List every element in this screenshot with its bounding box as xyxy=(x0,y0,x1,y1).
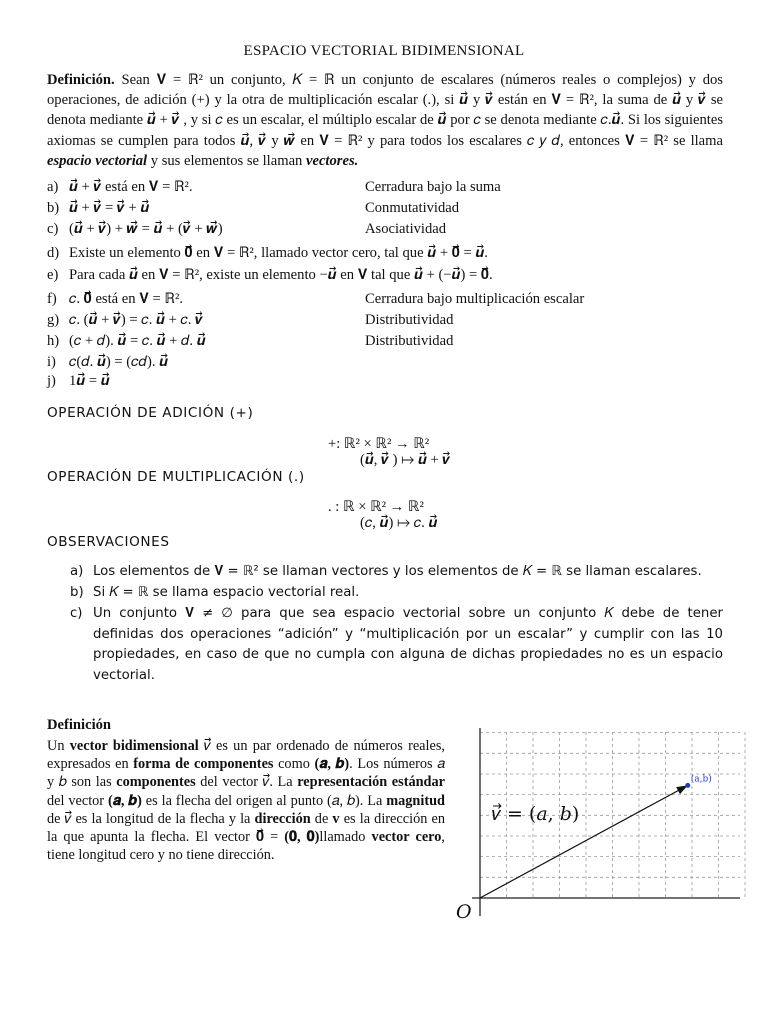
axiom-equation: 𝒖⃗ + 𝒗⃗ está en 𝐕 = ℝ². xyxy=(69,179,193,195)
observations-heading: OBSERVACIONES xyxy=(47,534,170,550)
definition2-paragraph xyxy=(47,737,445,864)
addition-heading: OPERACIÓN DE ADICIÓN (+) xyxy=(47,405,254,421)
axiom-label: j) xyxy=(47,373,56,389)
observation-text: Los elementos de 𝐕 = ℝ² se llaman vectores y los elementos de 𝐾 = ℝ se llaman escalares. xyxy=(93,564,702,579)
axiom-name: Cerradura bajo multiplicación escalar xyxy=(365,291,585,307)
axiom-row xyxy=(47,200,727,220)
definition-line-5: escalares 𝑐 𝑦 𝑑, entonces 𝐕 = ℝ² se llama xyxy=(469,132,723,149)
definition2-term: dirección xyxy=(254,810,311,827)
axiom-equation: 𝑐(𝑑. 𝒖⃗) = (𝑐𝑑). 𝒖⃗ xyxy=(69,354,169,370)
definition-label: Definición. xyxy=(47,72,115,88)
definition2-text: Un xyxy=(47,738,70,754)
axiom-equation: 1𝒖⃗ = 𝒖⃗ xyxy=(69,373,110,389)
axiom-row xyxy=(47,333,727,353)
axiom-equation: Existe un elemento 𝟎⃗ en 𝐕 = ℝ², llamado vector cero, tal que 𝒖⃗ + 𝟎⃗ = 𝒖⃗. xyxy=(69,245,488,261)
axiom-row xyxy=(47,245,727,265)
axiom-equation: 𝑐. (𝒖⃗ + 𝒗⃗) = 𝑐. 𝒖⃗ + 𝑐. 𝒗⃗ xyxy=(69,312,204,328)
axiom-label: a) xyxy=(47,179,59,195)
axiom-row xyxy=(47,179,727,199)
observation-label: a) xyxy=(70,564,84,579)
point-marker xyxy=(685,783,690,788)
axiom-equation: 𝒖⃗ + 𝒗⃗ = 𝒗⃗ + 𝒖⃗ xyxy=(69,200,150,216)
axiom-equation: 𝑐. 𝟎⃗ está en 𝐕 = ℝ². xyxy=(69,291,183,307)
definition2-term: vector bidimensional xyxy=(69,738,199,754)
axiom-label: h) xyxy=(47,333,60,349)
definition2-text: de xyxy=(310,810,333,827)
origin-label: O xyxy=(456,901,472,923)
addition-map-line-1: +: ℝ² × ℝ² → ℝ² xyxy=(328,436,430,452)
axiom-row xyxy=(47,291,727,311)
definition2-term: (𝒂, 𝒃) xyxy=(314,756,350,773)
definition2-term: magnitud xyxy=(386,792,445,809)
axiom-label: e) xyxy=(47,267,59,283)
definition2-term: componentes xyxy=(116,774,196,791)
axiom-label: i) xyxy=(47,354,56,370)
axiom-row xyxy=(47,312,727,332)
definition-line-2: y dos operaciones, de adición (+) y la otra de multiplicación escalar (.), si 𝒖⃗ y 𝒗⃗ están en 𝐕 = ℝ², la xyxy=(47,72,723,109)
definition2-text: 𝑣⃗ es un par ordenado de números reales, expresados en xyxy=(47,738,445,773)
axiom-name: Distributividad xyxy=(365,333,454,349)
axiom-name: Distributividad xyxy=(365,312,454,328)
page-title: ESPACIO VECTORIAL BIDIMENSIONAL xyxy=(243,43,525,59)
definition-line-4: mediante 𝑐.𝒖⃗. Si los siguientes axiomas se cumplen para todos 𝒖⃗, 𝒗⃗ y 𝒘⃗ en 𝐕 = ℝ² y para todos los xyxy=(47,112,723,149)
axiom-name: Conmutatividad xyxy=(365,200,460,216)
definition2-title: Definición xyxy=(47,717,112,733)
definition2-text: de 𝑣⃗ es la longitud de la flecha y la xyxy=(47,810,255,827)
axiom-label: g) xyxy=(47,312,60,328)
definition-paragraph xyxy=(47,70,723,171)
definition2-text: es la flecha del origen al punto (𝑎, 𝑏). La xyxy=(141,792,387,809)
definition-term-vectors: vectores. xyxy=(306,152,359,169)
observation-text: Un conjunto 𝐕 ≠ ∅ para que sea espacio vectorial sobre un conjunto 𝐾 debe de tener definidas dos operaciones “adición” y “multiplicación por un escalar” y cumplir con las 10 propiedades, en caso de que no cumpla con alguna de dichas propiedades no es un espacio vectorial. xyxy=(93,606,723,683)
observation-text: Si 𝐾 = ℝ se llama espacio vectorial real. xyxy=(93,585,360,600)
definition2-text: del vector 𝑣⃗. La xyxy=(195,774,298,791)
definition-term-vector-space: espacio vectorial xyxy=(47,152,148,169)
axiom-label: f) xyxy=(47,291,57,307)
definition2-text: como xyxy=(273,756,315,773)
axiom-row xyxy=(47,373,727,393)
axiom-label: b) xyxy=(47,200,60,216)
axiom-equation: Para cada 𝒖⃗ en 𝐕 = ℝ², existe un elemento −𝒖⃗ en 𝐕 tal que 𝒖⃗ + (−𝒖⃗) = 𝟎⃗. xyxy=(69,267,493,283)
definition-mid: y sus elementos se llaman xyxy=(147,152,306,169)
multiplication-heading: OPERACIÓN DE MULTIPLICACIÓN (.) xyxy=(47,469,305,485)
observation-label: c) xyxy=(70,606,83,621)
definition2-text: es la dirección en la que apunta la flecha. El vector 𝟎⃗ = xyxy=(47,810,445,846)
axiom-equation: (𝒖⃗ + 𝒗⃗) + 𝒘⃗ = 𝒖⃗ + (𝒗⃗ + 𝒘⃗) xyxy=(69,221,223,237)
axiom-label: c) xyxy=(47,221,59,237)
definition2-term: (𝒂, 𝒃) xyxy=(107,792,142,809)
addition-map-line-2: (𝒖⃗, 𝒗⃗ ) ↦ 𝒖⃗ + 𝒗⃗ xyxy=(360,452,451,468)
definition-line-3: suma de 𝒖⃗ y 𝒗⃗ se denota mediante 𝒖⃗ + 𝒗⃗ , y si 𝑐 es un escalar, el múltiplo escalar de 𝒖⃗ por 𝑐 se denota xyxy=(47,92,723,129)
definition2-text: del vector xyxy=(47,792,108,809)
axiom-row xyxy=(47,221,727,241)
axiom-row xyxy=(47,354,727,374)
definition2-text: , tiene longitud cero y no tiene dirección. xyxy=(47,829,445,864)
definition2-term: (𝟎, 𝟎) xyxy=(284,829,320,846)
axiom-equation: (𝑐 + 𝑑). 𝒖⃗ = 𝑐. 𝒖⃗ + 𝑑. 𝒖⃗ xyxy=(69,333,206,349)
point-label: (a,b) xyxy=(690,774,712,785)
multiplication-map-line-2: (𝑐, 𝒖⃗) ↦ 𝑐. 𝒖⃗ xyxy=(360,515,438,531)
definition2-text: . Los números 𝑎 y 𝑏 son las xyxy=(47,756,445,791)
definition2-term: representación estándar xyxy=(297,774,445,791)
axiom-label: d) xyxy=(47,245,60,261)
multiplication-map-line-1: . : ℝ × ℝ² → ℝ² xyxy=(328,499,424,515)
vector-label: 𝑣⃗ = (𝑎, 𝑏) xyxy=(492,803,580,825)
definition2-text: llamado xyxy=(319,829,372,846)
vector-figure xyxy=(448,718,748,938)
observation-label: b) xyxy=(70,585,84,600)
definition-line-1: Sean 𝐕 = ℝ² un conjunto, 𝐾 = ℝ un conjunto de escalares (números reales o complejos) xyxy=(121,72,682,88)
axiom-row xyxy=(47,267,727,287)
axiom-name: Asociatividad xyxy=(365,221,447,237)
definition2-term: forma de componentes xyxy=(133,756,274,773)
definition2-term: vector cero xyxy=(371,829,442,846)
axiom-name: Cerradura bajo la suma xyxy=(365,179,501,195)
definition2-term: v xyxy=(332,810,340,827)
